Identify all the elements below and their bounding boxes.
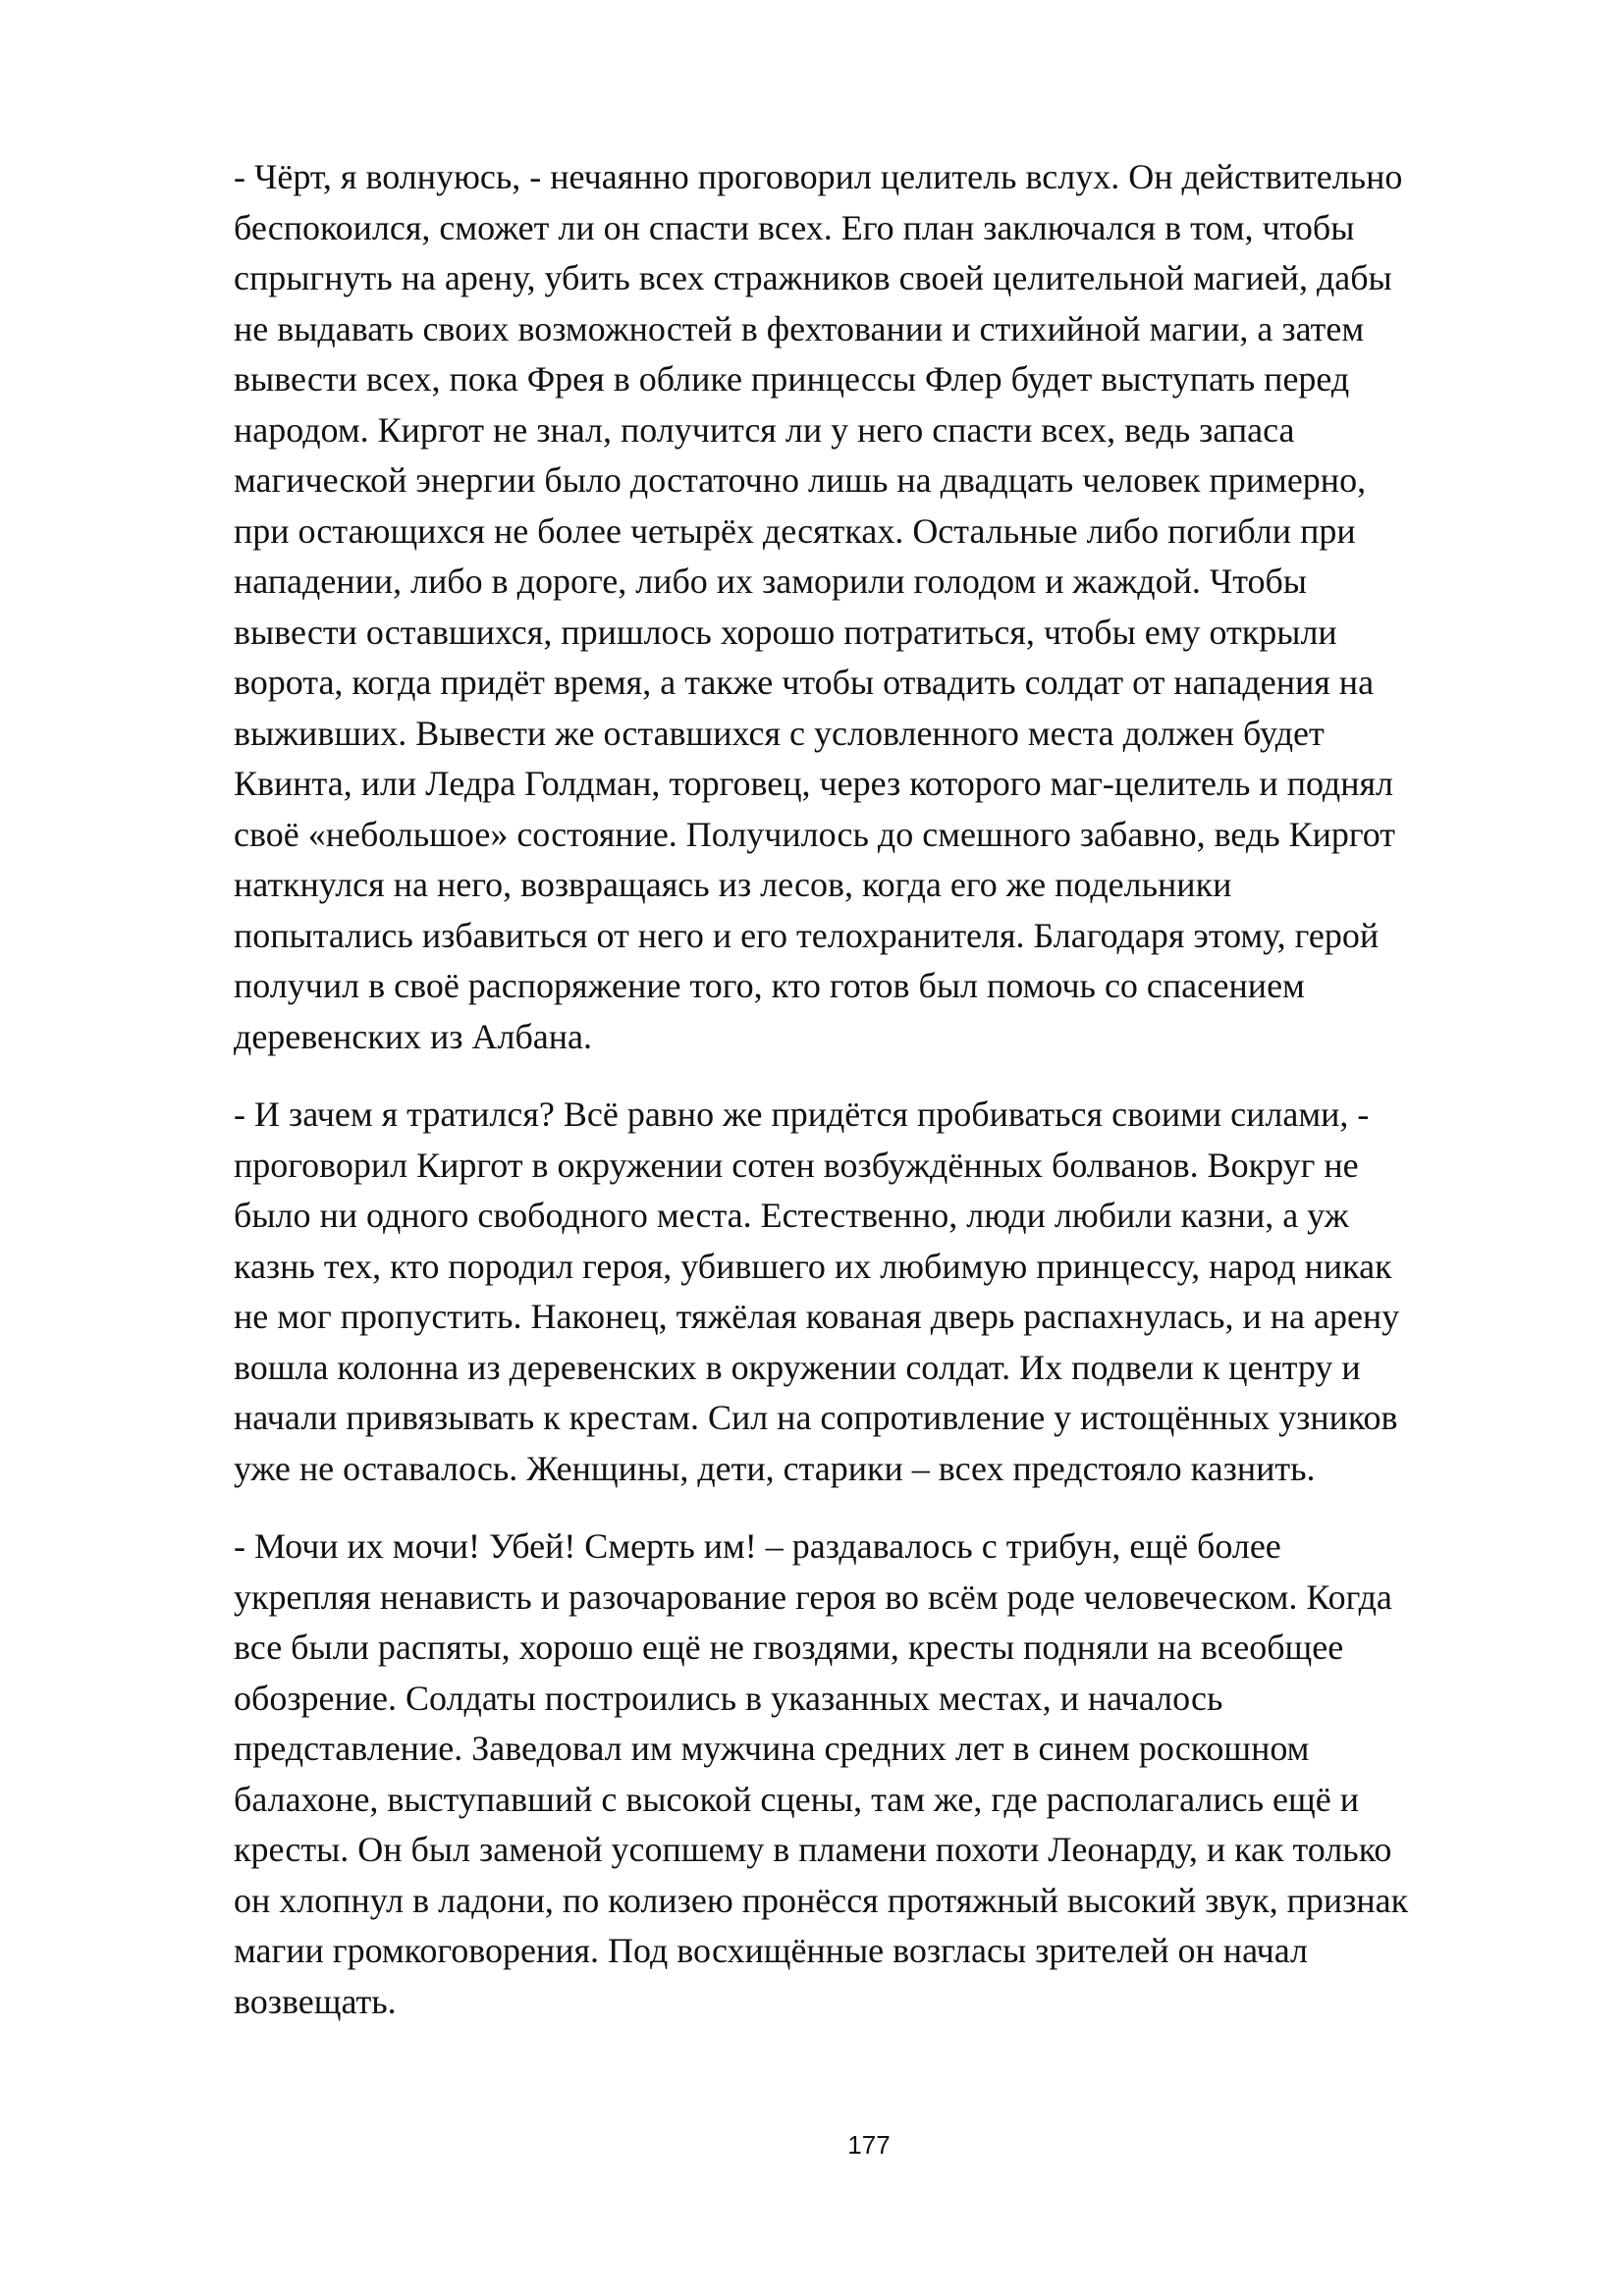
- text-line: начали привязывать к крестам. Сил на сопротивление у истощённых узников: [234, 1398, 1398, 1437]
- text-line: - И зачем я тратился? Всё равно же придётся пробиваться своими силами, -: [234, 1095, 1370, 1134]
- page-number: 177: [847, 2130, 891, 2160]
- text-line: кресты. Он был заменой усопшему в пламени похоти Леонарду, и как только: [234, 1830, 1392, 1869]
- text-line: казнь тех, кто породил героя, убившего их любимую принцессу, народ никак: [234, 1246, 1392, 1286]
- text-line: было ни одного свободного места. Естественно, люди любили казни, а уж: [234, 1196, 1349, 1235]
- text-line: получил в своё распоряжение того, кто готов был помочь со спасением: [234, 966, 1305, 1005]
- text-line: представление. Заведовал им мужчина средних лет в синем роскошном: [234, 1729, 1310, 1768]
- text-line: укрепляя ненависть и разочарование героя во всём роде человеческом. Когда: [234, 1576, 1392, 1617]
- paragraph-2: [234, 1090, 1549, 1494]
- text-line: наткнулся на него, возвращаясь из лесов, когда его же подельники: [234, 865, 1232, 904]
- text-line: уже не оставалось. Женщины, дети, старики – всех предстояло казнить.: [234, 1448, 1316, 1488]
- text-line: обозрение. Солдаты построились в указанных местах, и началось: [234, 1678, 1223, 1718]
- paragraph-3: [234, 1522, 1549, 2027]
- text-line: все были распяты, хорошо ещё не гвоздями, кресты подняли на всеобщее: [234, 1628, 1344, 1667]
- text-line: проговорил Киргот в окружении сотен возбуждённых болванов. Вокруг не: [234, 1145, 1359, 1185]
- text-line: вывести оставшихся, пришлось хорошо потратиться, чтобы ему открыли: [234, 612, 1337, 652]
- text-line: не мог пропустить. Наконец, тяжёлая кованая дверь распахнулась, и на арену: [234, 1297, 1400, 1336]
- text-line: не выдавать своих возможностей в фехтовании и стихийной магии, а затем: [234, 308, 1365, 348]
- text-line: беспокоился, сможет ли он спасти всех. Его план заключался в том, чтобы: [234, 207, 1355, 247]
- text-line: вошла колонна из деревенских в окружении солдат. Их подвели к центру и: [234, 1347, 1361, 1387]
- text-line: магии громкоговорения. Под восхищённые возгласы зрителей он начал: [234, 1931, 1308, 1970]
- text-line: попытались избавиться от него и его телохранителя. Благодаря этому, герой: [234, 915, 1380, 955]
- text-line: балахоне, выступавший с высокой сцены, там же, где располагались ещё и: [234, 1779, 1359, 1819]
- text-line: Квинта, или Ледра Голдман, торговец, через которого маг-целитель и поднял: [234, 764, 1394, 803]
- text-line: он хлопнул в ладони, по колизею пронёсся протяжный высокий звук, признак: [234, 1880, 1409, 1920]
- text-line: при остающихся не более четырёх десятках. Остальные либо погибли при: [234, 510, 1356, 551]
- text-line: - Мочи их мочи! Убей! Смерть им! – раздавалось с трибун, ещё более: [234, 1526, 1281, 1566]
- text-line: народом. Киргот не знал, получится ли у него спасти всех, ведь запаса: [234, 409, 1295, 450]
- paragraph-1: [234, 152, 1549, 1062]
- text-line: магической энергии было достаточно лишь на двадцать человек примерно,: [234, 460, 1367, 500]
- text-line: - Чёрт, я волнуюсь, - нечаянно проговорил целитель вслух. Он действительно: [234, 157, 1403, 196]
- text-line: своё «небольшое» состояние. Получилось до смешного забавно, ведь Киргот: [234, 814, 1396, 854]
- text-line: возвещать.: [234, 1981, 397, 2021]
- text-line: ворота, когда придёт время, а также чтобы отвадить солдат от нападения на: [234, 663, 1375, 702]
- text-line: нападении, либо в дороге, либо их заморили голодом и жаждой. Чтобы: [234, 561, 1307, 601]
- text-line: спрыгнуть на арену, убить всех стражников своей целительной магией, дабы: [234, 258, 1392, 297]
- text-line: вывести всех, пока Фрея в облике принцессы Флер будет выступать перед: [234, 359, 1350, 399]
- page-body-text: [234, 152, 1549, 2055]
- text-line: деревенских из Албана.: [234, 1016, 593, 1056]
- text-line: выживших. Вывести же оставшихся с условленного места должен будет: [234, 713, 1325, 753]
